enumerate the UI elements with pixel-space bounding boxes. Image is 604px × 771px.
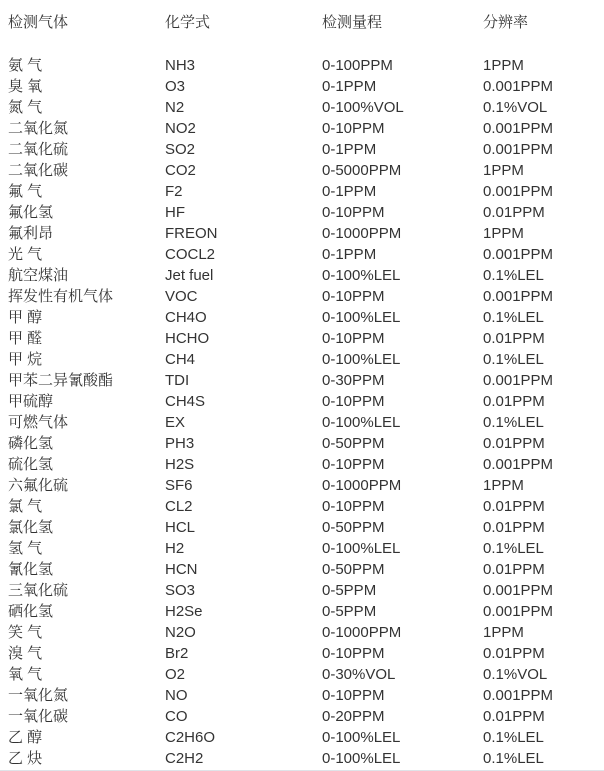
table-cell: 乙 炔 [8, 750, 43, 767]
table-cell: 0.001PPM [483, 582, 554, 599]
table-cell: 1PPM [483, 477, 524, 494]
table-row [8, 328, 604, 349]
table-cell: 二氧化硫 [8, 141, 69, 158]
table-cell: CH4S [165, 393, 206, 410]
table-cell: 挥发性有机气体 [8, 288, 114, 305]
table-row [8, 307, 604, 328]
table-cell: O2 [165, 666, 186, 683]
table-row [8, 244, 604, 265]
table-cell: 六氟化硫 [8, 477, 69, 494]
table-row [8, 412, 604, 433]
table-cell: 0.1%LEL [483, 351, 544, 368]
table-cell: 0-1000PPM [322, 477, 402, 494]
table-cell: 0.001PPM [483, 78, 554, 95]
table-cell: 0-100%LEL [322, 729, 401, 746]
table-cell: 0.001PPM [483, 687, 554, 704]
table-cell: 0-5PPM [322, 582, 377, 599]
table-cell: CO2 [165, 162, 196, 179]
table-cell: 0.001PPM [483, 603, 554, 620]
table-cell: 0.001PPM [483, 183, 554, 200]
table-cell: 0-1000PPM [322, 624, 402, 641]
table-cell: 0-1000PPM [322, 225, 402, 242]
table-cell: 0.01PPM [483, 498, 545, 515]
table-cell: 0-100%LEL [322, 267, 401, 284]
table-cell: H2S [165, 456, 195, 473]
table-cell: CL2 [165, 498, 193, 515]
table-cell: 0.01PPM [483, 519, 545, 536]
table-cell: 0.1%LEL [483, 309, 544, 326]
table-cell: 0-1PPM [322, 78, 377, 95]
table-cell: PH3 [165, 435, 195, 452]
table-cell: 1PPM [483, 624, 524, 641]
table-cell: 0-30PPM [322, 372, 385, 389]
table-cell: 乙 醇 [8, 729, 43, 746]
table-cell: 0.1%LEL [483, 729, 544, 746]
table-body [8, 55, 604, 769]
table-row [8, 223, 604, 244]
table-cell: 0-1PPM [322, 141, 377, 158]
table-cell: HCL [165, 519, 196, 536]
table-row [8, 160, 604, 181]
table-cell: 0-10PPM [322, 120, 385, 137]
table-cell: N2O [165, 624, 196, 641]
table-cell: 氰化氢 [8, 561, 54, 578]
table-row [8, 118, 604, 139]
table-cell: 氟化氢 [8, 204, 54, 221]
table-cell: 0.001PPM [483, 456, 554, 473]
table-cell: 0.1%LEL [483, 267, 544, 284]
table-cell: 0.01PPM [483, 330, 545, 347]
table-cell: 甲硫醇 [8, 393, 54, 410]
table-cell: NO2 [165, 120, 196, 137]
table-cell: 0.001PPM [483, 372, 554, 389]
table-cell: 二氧化碳 [8, 162, 69, 179]
table-cell: 甲 醇 [8, 309, 43, 326]
table-cell: 0-30%VOL [322, 666, 396, 683]
table-cell: 0-10PPM [322, 330, 385, 347]
table-cell: CH4O [165, 309, 207, 326]
table-row [8, 475, 604, 496]
table-cell: 0.1%LEL [483, 414, 544, 431]
table-cell: 氨 气 [8, 57, 43, 74]
table-cell: EX [165, 414, 186, 431]
table-cell: 0-10PPM [322, 645, 385, 662]
table-cell: 氯 气 [8, 498, 43, 515]
table-cell: 1PPM [483, 162, 524, 179]
table-cell: 0-1PPM [322, 246, 377, 263]
table-cell: 1PPM [483, 225, 524, 242]
table-cell: NH3 [165, 57, 196, 74]
table-cell: 0-50PPM [322, 561, 385, 578]
table-cell: 0-1PPM [322, 183, 377, 200]
table-cell: 航空煤油 [8, 267, 69, 284]
table-cell: 臭 氧 [8, 78, 43, 95]
table-cell: 甲 醛 [8, 330, 43, 347]
column-header-gas: 检测气体 [8, 14, 69, 31]
table-cell: 0-100%VOL [322, 99, 404, 116]
table-row [8, 748, 604, 769]
table-cell: 氢 气 [8, 540, 43, 557]
table-row [8, 433, 604, 454]
table-cell: 0.1%VOL [483, 99, 548, 116]
table-cell: C2H2 [165, 750, 204, 767]
table-cell: 0-5PPM [322, 603, 377, 620]
table-cell: 0-100%LEL [322, 351, 401, 368]
table-cell: 氟利昂 [8, 225, 54, 242]
table-cell: 0.001PPM [483, 246, 554, 263]
table-cell: 一氧化碳 [8, 708, 69, 725]
table-cell: VOC [165, 288, 198, 305]
table-cell: 一氧化氮 [8, 687, 69, 704]
table-row [8, 559, 604, 580]
table-row [8, 496, 604, 517]
table-cell: C2H6O [165, 729, 216, 746]
table-cell: CO [165, 708, 188, 725]
table-cell: 0.01PPM [483, 435, 545, 452]
table-row [8, 664, 604, 685]
table-row [8, 181, 604, 202]
table-row [8, 517, 604, 538]
table-row [8, 538, 604, 559]
table-cell: 0.1%LEL [483, 750, 544, 767]
table-row [8, 727, 604, 748]
table-row [8, 55, 604, 76]
table-row [8, 601, 604, 622]
table-cell: 0-20PPM [322, 708, 385, 725]
table-cell: 硒化氢 [8, 603, 54, 620]
table-cell: 0-100%LEL [322, 309, 401, 326]
table-cell: 0.01PPM [483, 645, 545, 662]
table-cell: F2 [165, 183, 183, 200]
table-cell: 二氧化氮 [8, 120, 69, 137]
table-cell: 0.01PPM [483, 393, 545, 410]
table-cell: 0-10PPM [322, 393, 385, 410]
table-cell: SF6 [165, 477, 193, 494]
table-row [8, 580, 604, 601]
table-row [8, 76, 604, 97]
table-cell: 0.001PPM [483, 288, 554, 305]
table-cell: 0-10PPM [322, 288, 385, 305]
table-cell: 三氧化硫 [8, 582, 69, 599]
table-cell: 光 气 [8, 246, 43, 263]
table-cell: 0-100%LEL [322, 750, 401, 767]
table-cell: COCL2 [165, 246, 216, 263]
table-cell: NO [165, 687, 188, 704]
table-cell: 0-50PPM [322, 519, 385, 536]
table-cell: H2 [165, 540, 185, 557]
table-row [8, 685, 604, 706]
table-cell: HF [165, 204, 185, 221]
table-cell: FREON [165, 225, 218, 242]
table-header-row [8, 12, 604, 33]
table-cell: Br2 [165, 645, 189, 662]
table-cell: HCHO [165, 330, 210, 347]
column-header-resolution: 分辨率 [483, 14, 529, 31]
table-row [8, 391, 604, 412]
table-cell: SO3 [165, 582, 196, 599]
table-cell: 0-100%LEL [322, 540, 401, 557]
table-cell: 0.01PPM [483, 561, 545, 578]
table-cell: 0-100%LEL [322, 414, 401, 431]
table-cell: 0-10PPM [322, 498, 385, 515]
table-cell: 0-10PPM [322, 687, 385, 704]
table-cell: 0-50PPM [322, 435, 385, 452]
table-row [8, 370, 604, 391]
table-cell: 笑 气 [8, 624, 43, 641]
table-cell: 1PPM [483, 57, 524, 74]
table-row [8, 454, 604, 475]
table-row [8, 202, 604, 223]
column-header-formula: 化学式 [165, 14, 211, 31]
table-cell: 0-10PPM [322, 204, 385, 221]
table-cell: Jet fuel [165, 267, 214, 284]
table-cell: 0.1%LEL [483, 540, 544, 557]
table-cell: 磷化氢 [8, 435, 54, 452]
table-cell: SO2 [165, 141, 196, 158]
table-row [8, 286, 604, 307]
table-cell: 溴 气 [8, 645, 43, 662]
table-cell: O3 [165, 78, 186, 95]
table-cell: 0.001PPM [483, 120, 554, 137]
table-cell: 0.01PPM [483, 204, 545, 221]
table-cell: 氧 气 [8, 666, 43, 683]
table-cell: CH4 [165, 351, 196, 368]
table-row [8, 643, 604, 664]
table-cell: TDI [165, 372, 190, 389]
table-cell: 氯化氢 [8, 519, 54, 536]
table-cell: 甲 烷 [8, 351, 43, 368]
table-cell: 甲苯二异氰酸酯 [8, 372, 114, 389]
table-cell: HCN [165, 561, 198, 578]
table-cell: H2Se [165, 603, 203, 620]
table-row [8, 139, 604, 160]
table-row [8, 706, 604, 727]
table-cell: 0.1%VOL [483, 666, 548, 683]
table-cell: 可燃气体 [8, 414, 69, 431]
table-cell: 0.001PPM [483, 141, 554, 158]
table-cell: 0-5000PPM [322, 162, 402, 179]
column-header-range: 检测量程 [322, 14, 383, 31]
table-row [8, 622, 604, 643]
table-cell: 0.01PPM [483, 708, 545, 725]
table-cell: 氮 气 [8, 99, 43, 116]
table-cell: 0-10PPM [322, 456, 385, 473]
table-row [8, 265, 604, 286]
table-cell: 氟 气 [8, 183, 43, 200]
table-row [8, 349, 604, 370]
table-cell: 硫化氢 [8, 456, 54, 473]
table-row [8, 97, 604, 118]
table-cell: N2 [165, 99, 185, 116]
table-cell: 0-100PPM [322, 57, 393, 74]
